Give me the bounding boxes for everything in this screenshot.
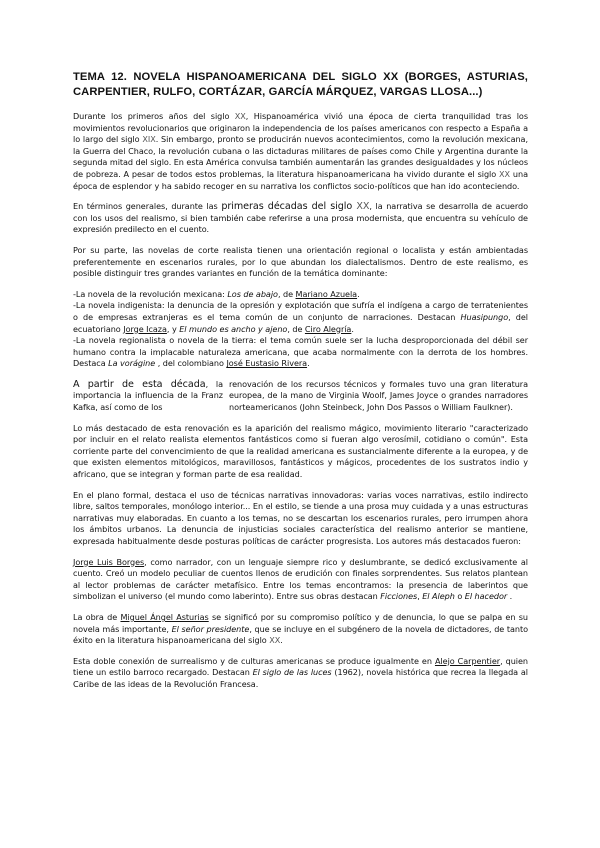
century-numeral: XX (499, 168, 511, 179)
work-title: La vorágine (108, 358, 156, 369)
text-run: o (454, 591, 465, 602)
text-run: (1962), novela histórica que recrea la llegada al Caribe de las ideas de la Revolución Francesa. (73, 667, 528, 689)
highlight-phrase: primeras décadas del siglo (221, 201, 357, 213)
document-title: TEMA 12. NOVELA HISPANOAMERICANA DEL SIGLO XX (BORGES, ASTURIAS, CARPENTIER, RULFO, CORTÁZAR, GARCÍA MÁRQUEZ, VARGAS LLOSA...) (73, 71, 528, 98)
text-run: , como narrador, con un lenguaje siempre rico y deslumbrante, se dedicó exclusivamente al cuento. Creó un modelo peculiar de cuentos llenos de erudición con finales sorprendentes. Sus relatos plantean al lector problemas de carácter metafísico. Entre los temas encontramos: la presencia de laberintos que simbolizan el universo (el mundo como laberinto). Entre sus obras destacan (73, 556, 528, 602)
text-run: una época de esplendor y ha sabido recoger en su narrativa los conflictos socio-políticos que han ido aconteciendo. (73, 168, 529, 191)
list-item-indigenist (73, 300, 528, 333)
century-numeral: XX (269, 635, 281, 646)
work-title: El siglo de las luces (252, 667, 332, 678)
intro-paragraph (73, 111, 528, 192)
text-run: . (357, 288, 360, 299)
author-link[interactable]: Mariano Azuela (295, 288, 358, 299)
highlight-phrase: A partir de esta década (73, 378, 206, 390)
text-run: En términos generales, durante las (73, 201, 222, 212)
author-link[interactable]: Miguel Ángel Asturias (120, 611, 209, 622)
text-run: . Sin embargo, pronto se producirán nuevos acontecimientos, como la revolución mexicana, la Guerra del Chaco, la revolución cubana o las dictaduras militares de países como Chile y Argentina durante la segunda mitad del siglo. En esta América convulsa también aumentarán las grandes desigualdades y los núcleos de pobreza. A pesar de todos estos problemas, la literatura hispanoamericana ha vivido durante el siglo (73, 134, 528, 179)
asturias-paragraph (73, 612, 528, 647)
work-title: El Aleph (422, 591, 455, 602)
text-run: , y (166, 323, 180, 334)
author-link[interactable]: José Eustasio Rivera (226, 358, 308, 369)
carpentier-paragraph (73, 656, 528, 691)
magic-realism-paragraph: Lo más destacado de esta renovación es la aparición del realismo mágico, movimiento literario "caracterizado por incluir en el relato realista elementos fantásticos como si fueran algo verosímil, cotidiano o común". Esta corriente parte del convencimiento de que la realidad americana es sustancialmente diferente a la europea, y de que existen elementos mitológicos, maravillosos, fantásticos y mágicos, procedentes de los sustratos indio y africano, que se integran y forman parte de esa realidad. (73, 422, 528, 480)
text-run: . (351, 323, 354, 334)
text-run: . (307, 358, 310, 369)
borges-paragraph (73, 557, 528, 603)
text-run: , de (287, 323, 305, 334)
author-link[interactable]: Jorge Luis Borges (73, 556, 145, 567)
century-numeral: XIX (142, 134, 156, 145)
author-link[interactable]: Ciro Alegría (304, 323, 352, 334)
text-run: , del colombiano (155, 358, 227, 369)
list-item-revolution (73, 289, 360, 299)
text-run: , Hispanoamérica vivió una época de cierta tranquilidad tras los movimientos revolucionarios que originaron la independencia de los países americanos con respecto a España a lo largo del siglo (73, 111, 528, 145)
document-page (73, 70, 528, 691)
list-item-regionalist (73, 335, 528, 368)
renovation-right-column: renovación de los recursos técnicos y formales tuvo una gran literatura europea, de la mano de Virginia Woolf, James Joyce o grandes narradores norteamericanos (John Steinbeck, John Dos Passos o William Faulkner). (229, 378, 528, 413)
text-run: -La novela regionalista o novela de la tierra: el tema común suele ser la lucha desproporcionada del débil ser humano contra la implacable naturaleza americana, que acaba normalmente con la derrota de los hombres. Destaca (73, 335, 528, 369)
text-run: La obra de (73, 611, 121, 622)
author-link[interactable]: Alejo Carpentier (434, 655, 501, 666)
variants-list (73, 289, 528, 370)
author-link[interactable]: Jorge Icaza (123, 323, 167, 334)
text-run: , (417, 591, 423, 602)
work-title: Los de abajo (227, 288, 278, 299)
century-numeral: XX (356, 201, 370, 213)
renovation-left-column (73, 379, 223, 414)
text-run: . (507, 591, 513, 602)
text-run: Durante los primeros años del siglo (73, 111, 235, 121)
text-run: , que se incluye en el subgénero de la novela de dictadores, de tanto éxito en la literatura hispanoamericana del siglo (73, 623, 528, 646)
work-title: Huasipungo (460, 311, 509, 322)
work-title: El mundo es ancho y ajeno (179, 323, 288, 334)
text-run: , del ecuatoriano (73, 311, 528, 334)
text-run: -La novela de la revolución mexicana: (73, 288, 228, 299)
text-run: , de (277, 288, 296, 299)
renovation-two-column (73, 379, 528, 414)
text-run: , quien tiene un estilo barroco recargado. Destacan (73, 655, 528, 678)
text-run: -La novela indigenista: la denuncia de la opresión y explotación que sufría el indígena a cargo de terratenientes o de empresas extranjeras es el tema común de un conjunto de narraciones. Destacan (73, 300, 528, 322)
text-run: , la narrativa se desarrolla de acuerdo con los usos del realismo, si bien también cabe referirse a una prosa modernista, que encuentra su vehículo de expresión predilecto en el cuento. (73, 201, 528, 235)
text-run: , la importancia la influencia de la Franz Kafka, así como de los (73, 378, 224, 413)
century-numeral: XX (234, 111, 246, 121)
text-run: Esta doble conexión de surrealismo y de culturas americanas se produce igualmente en (73, 655, 435, 666)
work-title: El hacedor (464, 591, 508, 602)
text-run: . (280, 635, 283, 646)
formal-plane-paragraph: En el plano formal, destaca el uso de técnicas narrativas innovadoras: varias voces narrativas, estilo indirecto libre, saltos temporales, monólogo interior... En el estilo, se tiende a una prosa muy cuidada y a unas estructuras narrativas muy elaboradas. En cuanto a los temas, no se descartan los escenarios rurales, pero irrumpen ahora los ámbitos urbanos. La denuncia de injusticias sociales característica del realismo anterior se mantiene, expresada habitualmente desde posturas políticas de carácter progresista. Los autores más destacados fueron: (73, 489, 528, 546)
work-title: Ficciones (380, 591, 418, 602)
work-title: El señor presidente (171, 623, 250, 634)
realism-paragraph: Por su parte, las novelas de corte realista tienen una orientación regional o localista y están ambientadas preferentemente en escenarios rurales, por lo que abundan los dialectalismos. Dentro de este realismo, es posible distinguir tres grandes variantes en función de la temática dominante: (73, 244, 528, 279)
text-run: se significó por su compromiso político y de denuncia, lo que se palpa en su novela más importante, (73, 611, 528, 634)
early-decades-paragraph (73, 201, 528, 236)
